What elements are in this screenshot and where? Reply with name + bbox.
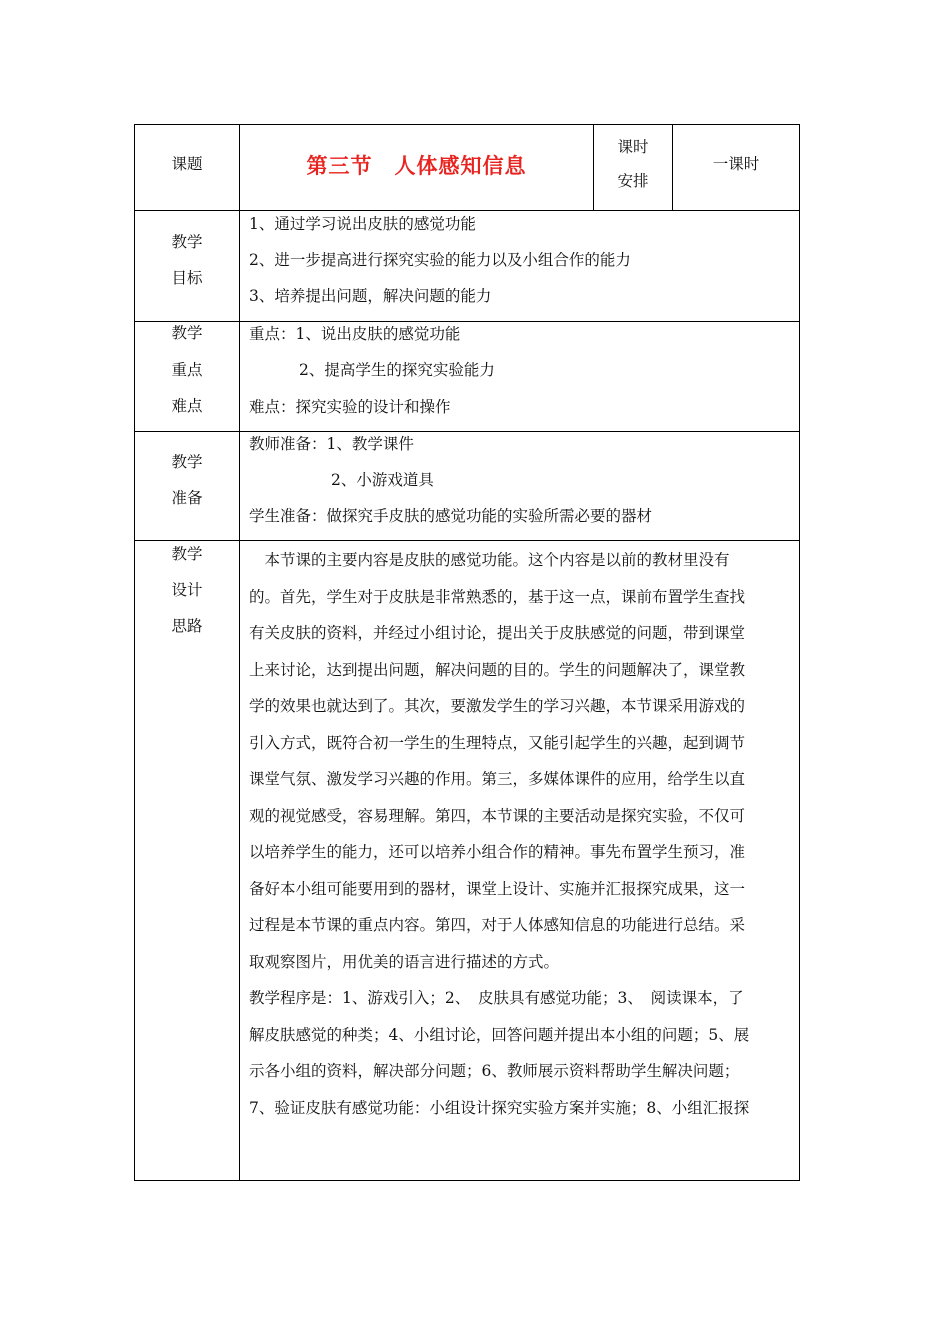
preparation-label-line2: 准备 <box>171 489 203 507</box>
goal-item: 2、进一步提高进行探究实验的能力以及小组合作的能力 <box>249 251 631 269</box>
preparation-label-line1: 教学 <box>171 453 203 471</box>
design-line: 取观察图片，用优美的语言进行描述的方式。 <box>249 952 560 971</box>
preparation-line: 2、小游戏道具 <box>331 471 434 489</box>
design-line: 以培养学生的能力，还可以培养小组合作的精神。事先布置学生预习，准 <box>249 843 746 861</box>
goals-label-line2: 目标 <box>171 269 203 287</box>
design-line: 本节课的主要内容是皮肤的感觉功能。这个内容是以前的教材里没有 <box>249 551 730 569</box>
design-line: 的。首先，学生对于皮肤是非常熟悉的，基于这一点，课前布置学生查找 <box>249 587 746 606</box>
design-line: 教学程序是：1、游戏引入；2、 皮肤具有感觉功能；3、 阅读课本，了 <box>249 989 744 1007</box>
row-divider-4 <box>134 540 800 541</box>
table-border-bottom <box>134 1180 800 1181</box>
design-label-line1: 教学 <box>171 545 203 563</box>
topic-label: 课题 <box>171 155 203 173</box>
design-line: 观的视觉感受，容易理解。第四，本节课的主要活动是探究实验，不仅可 <box>249 806 746 825</box>
design-label-line3: 思路 <box>171 617 203 635</box>
table-border-right <box>799 124 800 1181</box>
keypoint-line: 难点：探究实验的设计和操作 <box>249 398 451 416</box>
design-line: 解皮肤感觉的种类；4、小组讨论，回答问题并提出本小组的问题；5、展 <box>249 1025 750 1044</box>
design-line: 上来讨论，达到提出问题，解决问题的目的。学生的问题解决了，课堂教 <box>249 660 746 679</box>
goal-item: 1、通过学习说出皮肤的感觉功能 <box>249 215 476 233</box>
design-paragraph <box>249 542 789 1126</box>
design-line: 示各小组的资料，解决部分问题；6、教师展示资料帮助学生解决问题； <box>249 1062 740 1080</box>
design-line: 课堂气氛、激发学习兴趣的作用。第三，多媒体课件的应用，给学生以直 <box>249 770 746 788</box>
keypoints-label-line1: 教学 <box>171 324 203 342</box>
lesson-title: 第三节 人体感知信息 <box>306 153 527 178</box>
design-line: 7、验证皮肤有感觉功能：小组设计探究实验方案并实施；8、小组汇报探 <box>249 1098 750 1117</box>
row-divider-2 <box>134 321 800 322</box>
keypoints-label-line2: 重点 <box>171 361 203 379</box>
schedule-label-line1: 课时 <box>617 138 649 156</box>
design-line: 引入方式，既符合初一学生的生理特点，又能引起学生的兴趣，起到调节 <box>249 733 746 752</box>
design-line: 有关皮肤的资料，并经过小组讨论，提出关于皮肤感觉的问题，带到课堂 <box>249 624 746 642</box>
goal-item: 3、培养提出问题，解决问题的能力 <box>249 287 492 305</box>
schedule-value: 一课时 <box>712 155 760 173</box>
keypoint-line: 2、提高学生的探究实验能力 <box>299 361 495 379</box>
design-label-line2: 设计 <box>171 581 203 599</box>
table-column-divider <box>239 124 240 1181</box>
preparation-line: 学生准备：做探究手皮肤的感觉功能的实验所需必要的器材 <box>249 507 653 525</box>
design-line: 过程是本节课的重点内容。第四，对于人体感知信息的功能进行总结。采 <box>249 916 746 934</box>
row-divider-3 <box>134 431 800 432</box>
design-line: 备好本小组可能要用到的器材，课堂上设计、实施并汇报探究成果，这一 <box>249 879 746 898</box>
keypoints-label-line3: 难点 <box>171 397 203 415</box>
row-divider-1 <box>134 210 800 211</box>
goals-label-line1: 教学 <box>171 233 203 251</box>
table-border-top <box>134 124 800 125</box>
schedule-label-line2: 安排 <box>617 172 649 190</box>
preparation-line: 教师准备：1、教学课件 <box>249 435 414 453</box>
keypoint-line: 重点：1、说出皮肤的感觉功能 <box>249 325 461 343</box>
design-line: 学的效果也就达到了。其次，要激发学生的学习兴趣，本节课采用游戏的 <box>249 697 746 715</box>
